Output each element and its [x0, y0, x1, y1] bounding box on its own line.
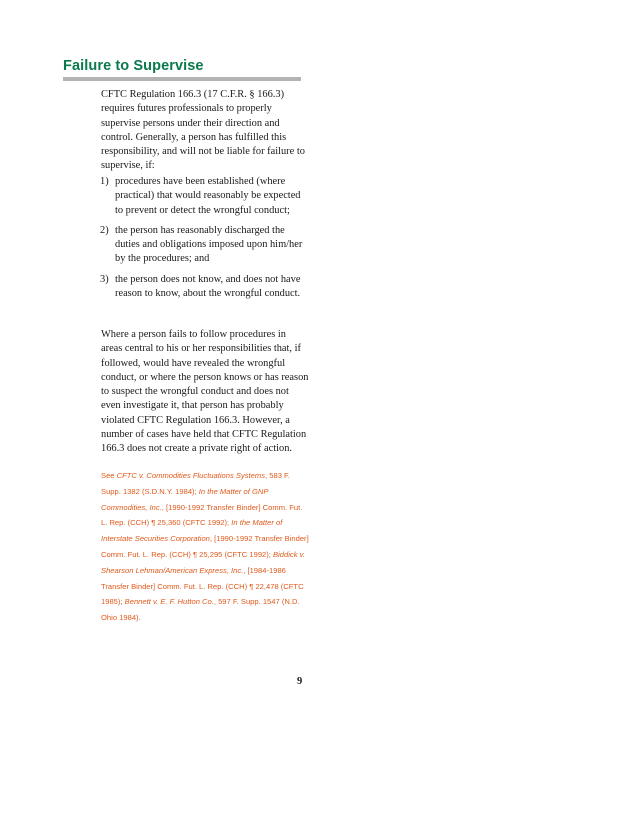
- citation-text: , 597 F. Supp. 1547 (N.D. Ohio 1984).: [101, 597, 300, 623]
- citation-text: , [1990-1992 Transfer Binder] Comm. Fut. L. Rep. (CCH) ¶ 25,360 (CFTC 1992);: [101, 502, 303, 528]
- case-citations: [101, 468, 309, 626]
- list-item-text: procedures have been established (where practical) that would reasonably be expected to prevent or detect the wrongful conduct;: [115, 176, 301, 216]
- citation-case-name: Bennett v. E. F. Hutton Co.: [124, 597, 214, 607]
- conditions-list: [101, 175, 311, 307]
- heading-rule: [63, 77, 301, 81]
- list-item-text: the person has reasonably discharged the duties and obligations imposed upon him/her by the procedures; and: [115, 224, 303, 265]
- list-item: [101, 175, 311, 218]
- list-item-number: 1): [100, 176, 109, 187]
- list-item-number: 3): [100, 273, 109, 285]
- citation-text: , [1990-1992 Transfer Binder] Comm. Fut. L. Rep. (CCH) ¶ 25,295 (CFTC 1992);: [101, 534, 309, 559]
- section-heading: Failure to Supervise: [63, 58, 204, 74]
- citation-case-name: CFTC v. Commodities Fluctuations Systems: [116, 471, 266, 480]
- list-item-text: the person does not know, and does not have reason to know, about the wrongful conduct.: [115, 273, 301, 300]
- list-item: [101, 224, 311, 267]
- citation-case-name: Biddick v. Shearson Lehman/American Express, Inc.: [101, 549, 305, 575]
- citation-text: See: [101, 471, 117, 480]
- page-number: 9: [297, 676, 303, 687]
- list-item-number: 2): [100, 224, 109, 236]
- citation-text: , [1984-1986 Transfer Binder] Comm. Fut. L. Rep. (CCH) ¶ 22,478 (CFTC 1985);: [101, 565, 304, 607]
- citation-case-name: In the Matter of Interstate Securities Corporation: [101, 518, 283, 544]
- list-item: [101, 273, 311, 302]
- liability-paragraph: Where a person fails to follow procedures in areas central to his or her responsibilities that, if followed, would have revealed the wrongful conduct, or where the person knows or has reason to suspect the wrongful conduct and does not even investigate it, that person has probably violated CFTC Regulation 166.3. However, a number of cases have held that CFTC Regulation 166.3 does not create a private right of action.: [101, 329, 309, 455]
- citation-text: , 583 F. Supp. 1382 (S.D.N.Y. 1984);: [101, 471, 290, 496]
- citation-case-name: In the Matter of GNP Commodities, Inc.: [101, 486, 269, 512]
- intro-paragraph: CFTC Regulation 166.3 (17 C.F.R. § 166.3) requires futures professionals to properly supervise persons under their direction and control. Generally, a person has fulfilled this responsibility, and will not be liable for failure to supervise, if:: [101, 89, 305, 172]
